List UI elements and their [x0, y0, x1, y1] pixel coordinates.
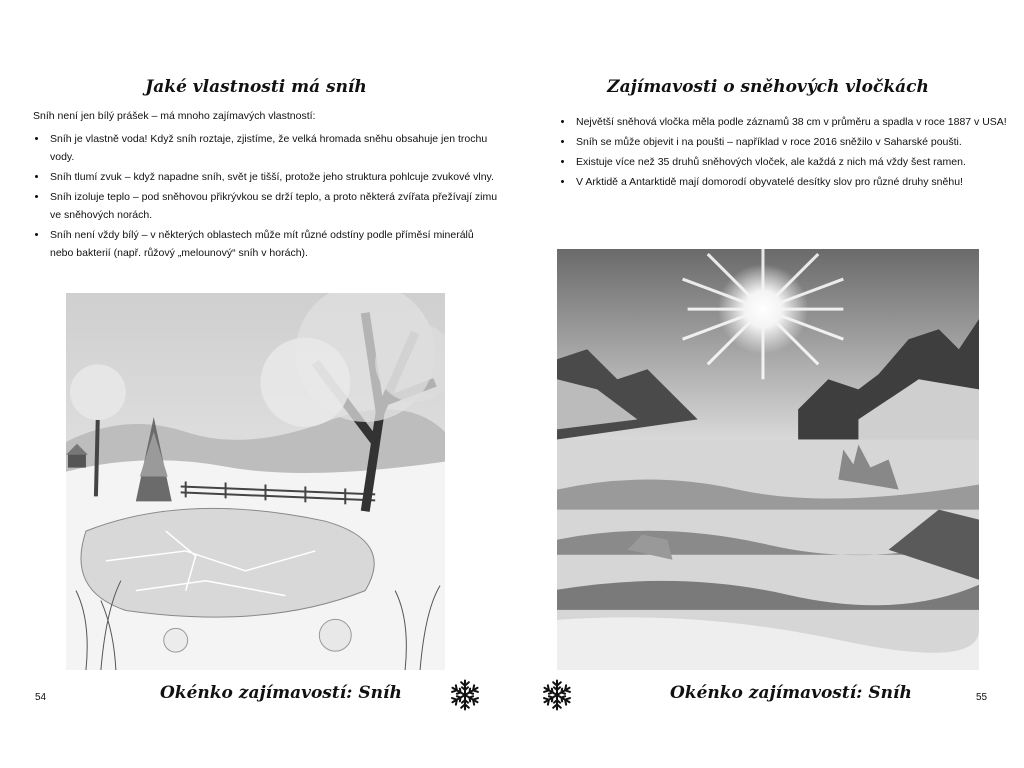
list-item: • Sníh se může objevit i na poušti – například v roce 2016 sněžilo v Saharské poušti. [574, 133, 1014, 151]
facts-list [32, 130, 498, 264]
facts-list [558, 113, 1014, 193]
footer-title: Okénko zajímavostí: Sníh [160, 683, 402, 703]
page-number: 55 [976, 692, 988, 703]
page-number: 54 [35, 692, 47, 703]
list-item: • Největší sněhová vločka měla podle záznamů 38 cm v průměru a spadla v roce 1887 v USA! [574, 113, 1014, 131]
footer-title: Okénko zajímavostí: Sníh [670, 683, 912, 703]
page-title: Jaké vlastnosti má sníh [145, 77, 367, 97]
polar-landscape-illustration [557, 249, 979, 670]
intro-text: Sníh není jen bílý prášek – má mnoho zajímavých vlastností: [33, 110, 316, 122]
page-title: Zajímavosti o sněhových vločkách [607, 77, 929, 97]
snowflake-icon [448, 678, 482, 712]
list-item: • Sníh není vždy bílý – v některých oblastech může mít různé odstíny podle příměsí minerálů nebo bakterií (např. růžový „melounový“ sníh v horách). [48, 226, 498, 262]
list-item: • V Arktidě a Antarktidě mají domorodí obyvatelé desítky slov pro různé druhy sněhu! [574, 173, 1014, 191]
list-item: • Existuje více než 35 druhů sněhových vloček, ale každá z nich má vždy šest ramen. [574, 153, 1014, 171]
winter-landscape-illustration [66, 293, 445, 670]
snowflake-icon [540, 678, 574, 712]
right-page [512, 0, 1024, 768]
list-item: • Sníh tlumí zvuk – když napadne sníh, svět je tišší, protože jeho struktura pohlcuje zvukové vlny. [48, 168, 498, 186]
list-item: • Sníh izoluje teplo – pod sněhovou přikrývkou se drží teplo, a proto některá zvířata přežívají zimu ve sněhových norách. [48, 188, 498, 224]
list-item: • Sníh je vlastně voda! Když sníh roztaje, zjistíme, že velká hromada sněhu obsahuje jen trochu vody. [48, 130, 498, 166]
